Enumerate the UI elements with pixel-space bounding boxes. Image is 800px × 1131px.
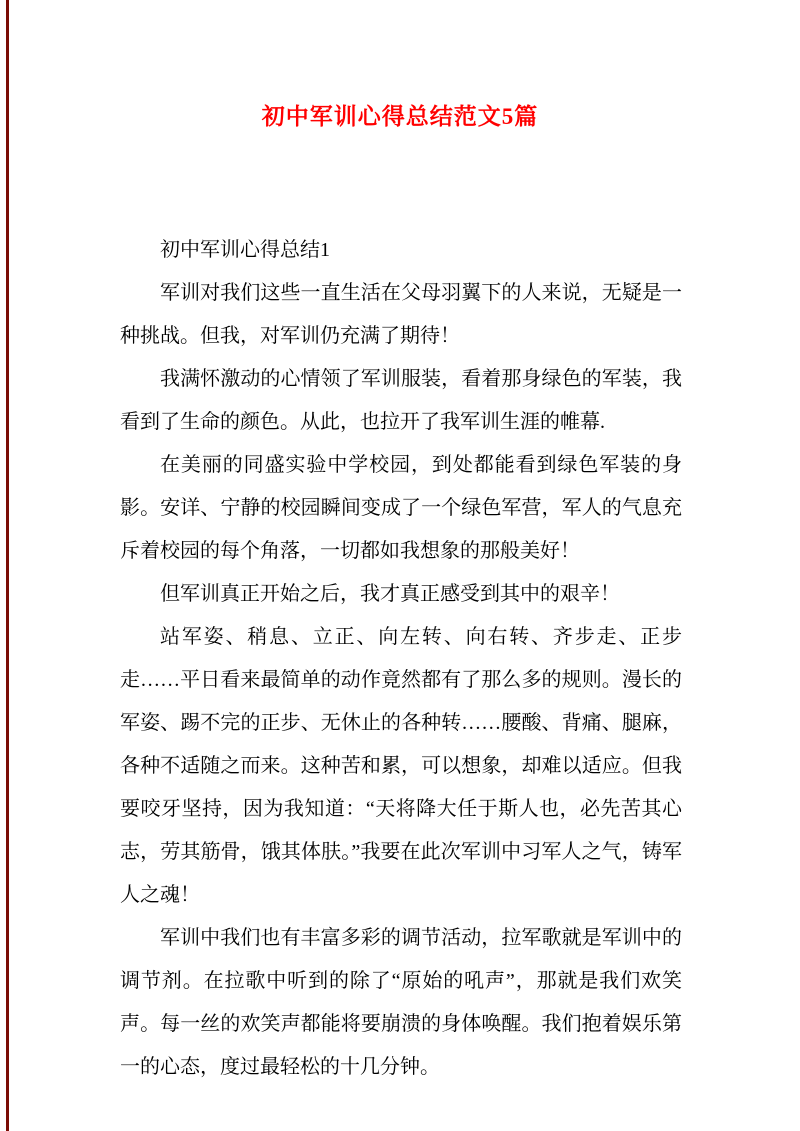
paragraph: 在美丽的同盛实验中学校园，到处都能看到绿色军装的身影。安详、宁静的校园瞬间变成了一个绿色军营，军人的气息充斥着校园的每个角落，一切都如我想象的那般美好！ xyxy=(120,454,682,562)
left-margin-rule xyxy=(6,0,9,1131)
paragraph: 初中军训心得总结1 xyxy=(160,239,330,261)
paragraph: 站军姿、稍息、立正、向左转、向右转、齐步走、正步走……平日看来最简单的动作竟然都有了那么多的规则。漫长的军姿、踢不完的正步、无休止的各种转……腰酸、背痛、腿麻，各种不适随之而来。这种苦和累，可以想象，却难以适应。但我要咬牙坚持，因为我知道：“天将降大任于斯人也，必先苦其心志，劳其筋骨，饿其体肤。”我要在此次军训中习军人之气，铸军人之魂！ xyxy=(120,626,682,906)
paragraph: 但军训真正开始之后，我才真正感受到其中的艰辛！ xyxy=(160,583,620,605)
document-body xyxy=(120,229,682,1089)
paragraph: 我满怀激动的心情领了军训服装，看着那身绿色的军装，我看到了生命的颜色。从此，也拉开了我军训生涯的帷幕. xyxy=(120,368,682,433)
paragraph: 军训中我们也有丰富多彩的调节活动，拉军歌就是军训中的调节剂。在拉歌中听到的除了“原始的吼声”，那就是我们欢笑声。每一丝的欢笑声都能将要崩溃的身体唤醒。我们抱着娱乐第一的心态，度过最轻松的十几分钟。 xyxy=(120,927,682,1078)
paragraph: 军训对我们这些一直生活在父母羽翼下的人来说，无疑是一种挑战。但我，对军训仍充满了期待！ xyxy=(120,282,682,347)
page-title: 初中军训心得总结范文5篇 xyxy=(261,104,539,129)
